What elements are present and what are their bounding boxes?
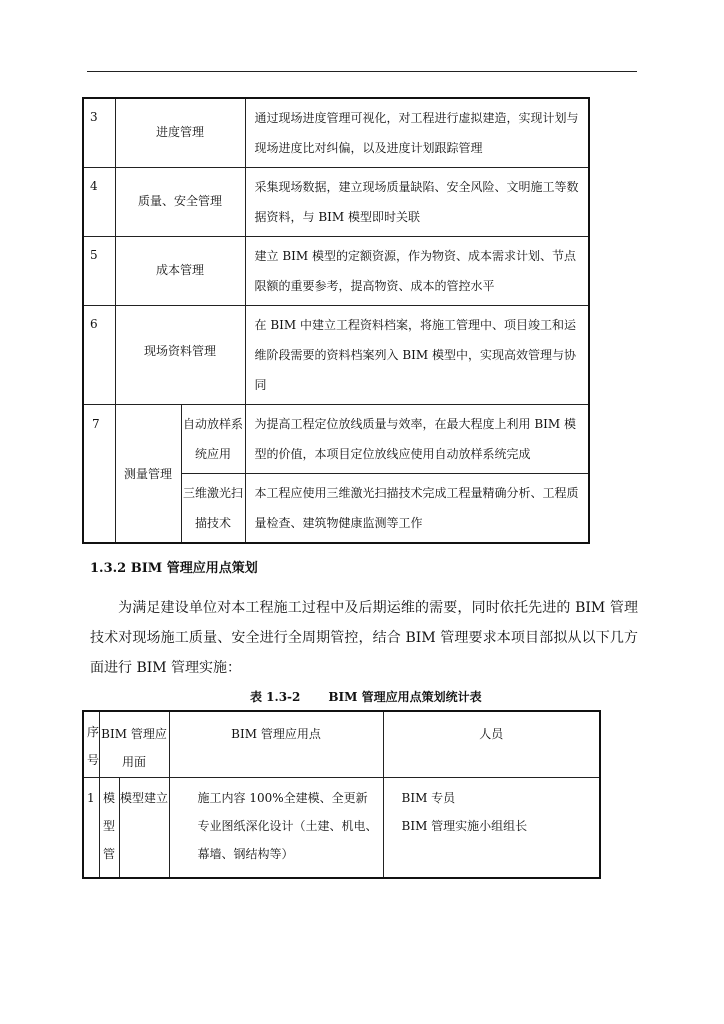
table-row: [83, 777, 600, 878]
row-description: 建立 BIM 模型的定额资源，作为物资、成本需求计划、节点限额的重要参考，提高物资、成本的管控水平: [245, 237, 589, 306]
row-seq: 1: [83, 777, 99, 878]
body-paragraph: [90, 593, 638, 683]
table-row: [83, 98, 589, 168]
paragraph-text: 为满足建设单位对本工程施工过程中及后期运维的需要，同时依托先进的 BIM 管理技术对现场施工质量、安全进行全周期管控，结合 BIM 管理要求本项目部拟从以下几方面进行 BIM 管理实施：: [90, 600, 638, 676]
row-description: 在 BIM 中建立工程资料档案，将施工管理中、项目竣工和运维阶段需要的资料档案列入 BIM 模型中，实现高效管理与协同: [245, 306, 589, 405]
row-name: 成本管理: [115, 237, 245, 306]
person-line: BIM 专员: [401, 790, 456, 805]
content-line: 施工内容 100%全建模、全更新: [197, 790, 368, 805]
row-number: 3: [83, 98, 115, 168]
row-number: 5: [83, 237, 115, 306]
table-row: [83, 306, 589, 405]
row-description: 采集现场数据，建立现场质量缺陷、安全风险、文明施工等数据资料，与 BIM 模型即时关联: [245, 168, 589, 237]
table-row: [83, 237, 589, 306]
row-subcategory: 模型建立: [119, 777, 169, 878]
header-app: BIM 管理应用面: [99, 711, 169, 777]
management-table: [82, 97, 590, 544]
header-person: 人员: [383, 711, 600, 777]
row-content: [169, 777, 383, 878]
row-name: 现场资料管理: [115, 306, 245, 405]
header-seq: 序号: [83, 711, 99, 777]
section-heading: 1.3.2 BIM 管理应用点策划: [90, 561, 258, 576]
table-row: [83, 405, 589, 474]
table-row: [83, 168, 589, 237]
header-point: BIM 管理应用点: [169, 711, 383, 777]
person-line: BIM 管理实施小组组长: [401, 818, 528, 833]
row-name: 质量、安全管理: [115, 168, 245, 237]
row-person: [383, 777, 600, 878]
row-description: 通过现场进度管理可视化，对工程进行虚拟建造，实现计划与现场进度比对纠偏，以及进度计划跟踪管理: [245, 98, 589, 168]
caption-label: 表 1.3-2: [250, 690, 301, 704]
row-number: 6: [83, 306, 115, 405]
sub-item-name: 三维激光扫描技术: [181, 474, 245, 544]
row-name: 测量管理: [115, 405, 181, 544]
row-number: 7: [83, 405, 115, 544]
header-rule: [87, 71, 637, 72]
row-name: 进度管理: [115, 98, 245, 168]
row-category: 模型管: [99, 777, 119, 878]
row-number: 4: [83, 168, 115, 237]
caption-title: BIM 管理应用点策划统计表: [328, 690, 482, 704]
sub-item-name: 自动放样系统应用: [181, 405, 245, 474]
table-header-row: [83, 711, 600, 777]
sub-item-description: 为提高工程定位放线质量与效率，在最大程度上利用 BIM 模型的价值，本项目定位放线应使用自动放样系统完成: [245, 405, 589, 474]
sub-item-description: 本工程应使用三维激光扫描技术完成工程量精确分析、工程质量检查、建筑物健康监测等工作: [245, 474, 589, 544]
content-line: 专业图纸深化设计（土建、机电、幕墙、钢结构等）: [197, 818, 378, 861]
bim-points-table: [82, 710, 601, 879]
table-caption: [250, 688, 510, 705]
